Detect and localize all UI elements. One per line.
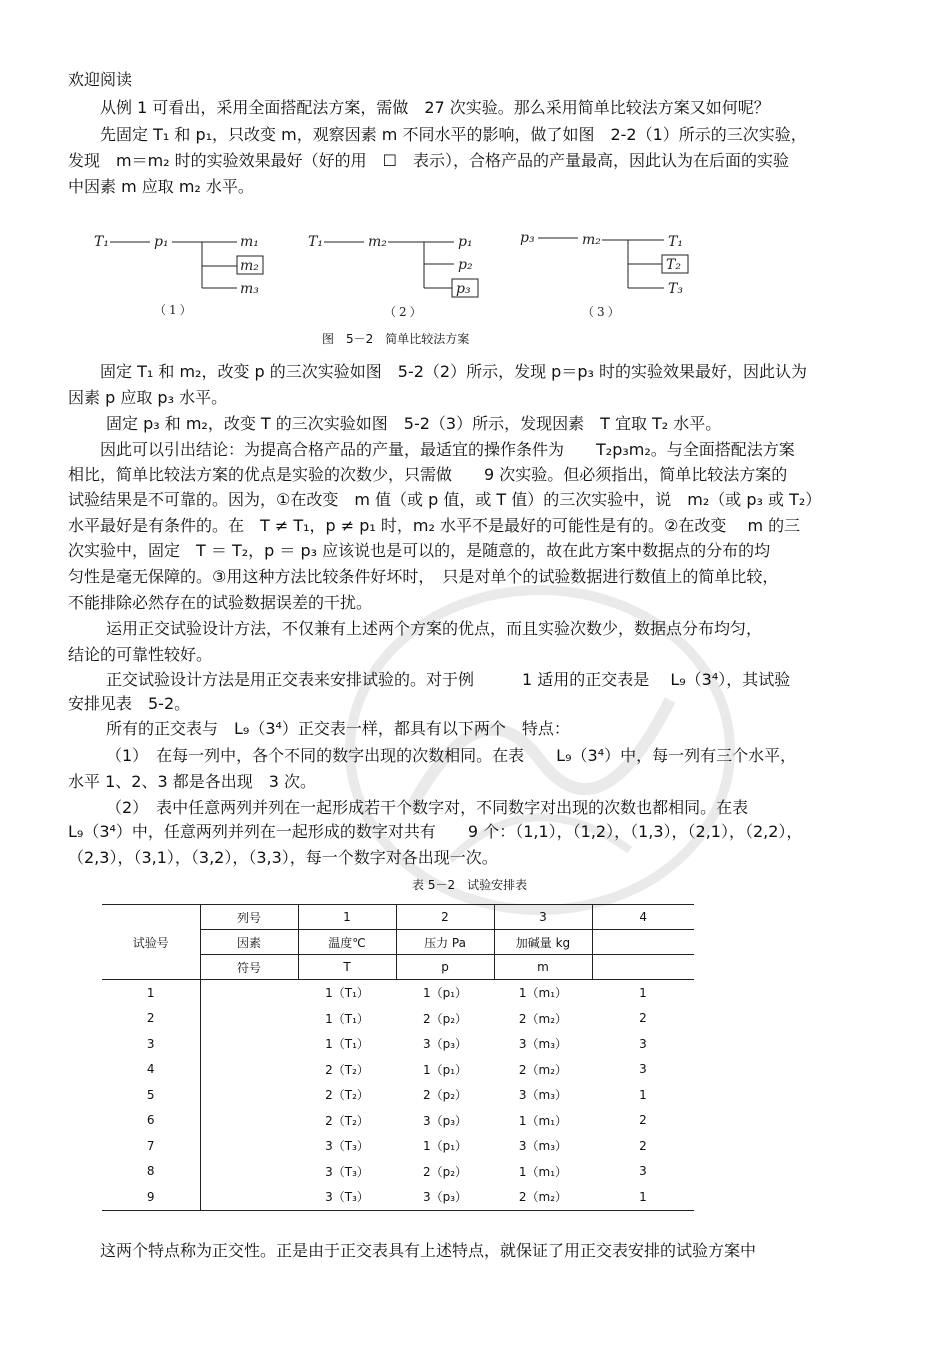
- diagram-3-branch-1: T₁: [668, 234, 683, 250]
- diagram-1-branch-3: m₃: [240, 281, 259, 297]
- cell-col-2: 2（p₂）: [422, 1164, 468, 1179]
- cell-col-1: 1（T₁）: [325, 986, 369, 1001]
- paragraph-5-line-e: 次实验中，固定 T ＝ T₂，p ＝ p₃ 应该说也是可以的，是随意的，故在此方案中数据点的分布的均: [68, 541, 771, 560]
- table-caption: 表 5－2 试验安排表: [412, 878, 528, 892]
- diagram-1-mid: p₁: [154, 234, 169, 250]
- cell-col-2: 3（p₃）: [422, 1037, 468, 1052]
- paragraph-7-line-a: 正交试验设计方法是用正交表来安排试验的。对于例 1 适用的正交表是 L₉（3⁴），其试验: [106, 670, 791, 689]
- paragraph-7-line-b: 安排见表 5-2。: [68, 694, 191, 713]
- header-welcome: 欢迎阅读: [68, 70, 133, 89]
- paragraph-2-line-c: 中因素 m 应取 m₂ 水平。: [68, 177, 254, 196]
- diagram-3-start: p₃: [520, 230, 535, 246]
- diagram-1-branch-2: m₂: [240, 258, 259, 274]
- paragraph-2-line-b: 发现 m＝m₂ 时的实验效果最好（好的用 ☐ 表示），合格产品的产量最高，因此认为在后面的实验: [68, 151, 790, 170]
- cell-blank: [200, 1133, 298, 1159]
- diagram-2-start: T₁: [308, 234, 323, 250]
- header-col-label: 列号: [200, 905, 298, 930]
- header-col-4: 4: [592, 905, 694, 930]
- paragraph-6-line-a: 运用正交试验设计方法，不仅兼有上述两个方案的优点，而且实验次数少，数据点分布均匀，: [106, 619, 763, 638]
- paragraph-11: 这两个特点称为正交性。正是由于正交表具有上述特点，就保证了用正交表安排的试验方案中: [100, 1241, 757, 1260]
- table-row: [102, 1159, 694, 1185]
- diagram-1-label: （1）: [154, 303, 195, 317]
- header-factor-1: 温度℃: [298, 930, 396, 955]
- cell-col-1: 3（T₃）: [298, 1184, 396, 1210]
- diagram-2-branch-3: p₃: [456, 281, 471, 297]
- diagram-2-label: （2）: [384, 305, 425, 319]
- cell-trial-no: 4: [146, 1062, 155, 1077]
- paragraph-9-line-b: 水平 1、2、3 都是各出现 3 次。: [68, 772, 316, 791]
- paragraph-10-line-a: （2） 表中任意两列并列在一起形成若干个数字对，不同数字对出现的次数也都相同。在表: [106, 798, 749, 817]
- cell-col-1: 2（T₂）: [325, 1113, 369, 1128]
- paragraph-5-line-f: 匀性是毫无保障的。③用这种方法比较条件好坏时， 只是对单个的试验数据进行数值上的简单比较，: [68, 567, 779, 586]
- header-factor-label: 因素: [200, 930, 298, 955]
- cell-blank: [200, 1082, 298, 1108]
- cell-col-3: 3（m₃）: [518, 1088, 568, 1103]
- cell-col-2: 1（p₁）: [422, 1139, 468, 1154]
- cell-col-3: 3（m₃）: [518, 1037, 568, 1052]
- paragraph-3-line-b: 因素 p 应取 p₃ 水平。: [68, 388, 228, 407]
- table-row: [102, 1108, 694, 1134]
- cell-col-3: 2（m₂）: [518, 1011, 568, 1026]
- header-col-2: 2: [396, 905, 494, 930]
- cell-col-3: 3（m₃）: [518, 1139, 568, 1154]
- diagram-1: [92, 226, 292, 326]
- cell-col-4: 1: [592, 1184, 694, 1210]
- cell-col-2: 2（p₂）: [422, 1011, 468, 1026]
- header-symbol-2: p: [396, 955, 494, 980]
- table-row: [102, 1031, 694, 1057]
- table-row: [102, 1184, 694, 1210]
- paragraph-4: 固定 p₃ 和 m₂，改变 T 的三次实验如图 5-2（3）所示，发现因素 T 宜取 T₂ 水平。: [106, 414, 722, 433]
- cell-col-2: 1（p₁）: [422, 986, 468, 1001]
- cell-blank: [200, 1108, 298, 1134]
- paragraph-5-line-a: 因此可以引出结论：为提高合格产品的产量，最适宜的操作条件为 T₂p₃m₂。与全面搭配法方案: [100, 440, 795, 459]
- paragraph-10-line-b: L₉（3⁴）中，任意两列并列在一起形成的数字对共有 9 个：（1,1），（1,2），（1,3），（2,1），（2,2），: [68, 822, 803, 841]
- header-factor-4: [592, 930, 694, 955]
- paragraph-2-line-a: 先固定 T₁ 和 p₁，只改变 m，观察因素 m 不同水平的影响，做了如图 2-2（1）所示的三次实验，: [100, 125, 807, 144]
- cell-blank: [200, 1057, 298, 1083]
- cell-col-1: 3（T₃）: [325, 1164, 369, 1179]
- cell-col-3: 1（m₁）: [518, 986, 568, 1001]
- header-col-3: 3: [494, 905, 592, 930]
- trial-arrangement-table: [102, 904, 694, 1211]
- cell-col-3: 1（m₁）: [518, 1113, 568, 1128]
- cell-col-1: 1（T₁）: [325, 1011, 369, 1026]
- header-symbol-4: [592, 955, 694, 980]
- cell-col-3: 2（m₂）: [494, 1184, 592, 1210]
- cell-trial-no: 3: [146, 1036, 155, 1051]
- header-trial-no: 试验号: [102, 905, 200, 980]
- diagram-3-branch-2: T₂: [666, 257, 681, 273]
- cell-col-3: 2（m₂）: [518, 1062, 568, 1077]
- diagram-1-start: T₁: [94, 234, 109, 250]
- cell-trial-no: 2: [146, 1011, 155, 1026]
- diagram-2-branch-1: p₁: [458, 234, 473, 250]
- cell-col-1: 2（T₂）: [325, 1088, 369, 1103]
- cell-blank: [200, 1159, 298, 1185]
- cell-col-4: 2: [639, 1011, 647, 1026]
- paragraph-10-line-c: （2,3），（3,1），（3,2），（3,3），每一个数字对各出现一次。: [68, 848, 498, 867]
- header-factor-3: 加碱量 kg: [494, 930, 592, 955]
- table-row: [102, 1006, 694, 1032]
- diagram-2-branch-2: p₂: [458, 257, 473, 273]
- cell-col-4: 3: [639, 1062, 647, 1077]
- paragraph-6-line-b: 结论的可靠性较好。: [68, 645, 213, 664]
- header-symbol-label: 符号: [200, 955, 298, 980]
- cell-blank: [200, 980, 298, 1006]
- cell-trial-no: 9: [102, 1184, 200, 1210]
- cell-blank: [200, 1184, 298, 1210]
- cell-col-4: 2: [639, 1138, 647, 1153]
- cell-col-2: 1（p₁）: [422, 1062, 468, 1077]
- diagram-2-mid: m₂: [368, 234, 387, 250]
- diagram-3: [518, 222, 718, 322]
- paragraph-5-line-c: 试验结果是不可靠的。因为，①在改变 m 值（或 p 值，或 T 值）的三次实验中，说 m₂（或 p₃ 或 T₂）: [68, 490, 822, 509]
- cell-trial-no: 6: [146, 1113, 155, 1128]
- cell-col-4: 1: [639, 985, 647, 1000]
- table-row: [102, 1057, 694, 1083]
- cell-col-4: 2: [639, 1113, 647, 1128]
- header-factor-2: 压力 Pa: [396, 930, 494, 955]
- cell-blank: [200, 1031, 298, 1057]
- cell-col-1: 3（T₃）: [325, 1139, 369, 1154]
- paragraph-3-line-a: 固定 T₁ 和 m₂，改变 p 的三次实验如图 5-2（2）所示，发现 p＝p₃ 时的实验效果最好，因此认为: [100, 362, 807, 381]
- cell-col-3: 1（m₁）: [518, 1164, 568, 1179]
- paragraph-9-line-a: （1） 在每一列中，各个不同的数字出现的次数相同。在表 L₉（3⁴）中，每一列有三个水平，: [106, 746, 797, 765]
- diagram-2: [306, 226, 506, 326]
- paragraph-5-line-d: 水平最好是有条件的。在 T ≠ T₁，p ≠ p₁ 时，m₂ 水平不是最好的可能性是有的。②在改变 m 的三: [68, 516, 801, 535]
- cell-col-4: 3: [639, 1036, 647, 1051]
- cell-trial-no: 7: [146, 1138, 155, 1153]
- cell-col-2: 2（p₂）: [422, 1088, 468, 1103]
- diagram-3-branch-3: T₃: [668, 281, 683, 297]
- header-col-1: 1: [298, 905, 396, 930]
- paragraph-5-line-b: 相比，简单比较法方案的优点是实验的次数少，只需做 9 次实验。但必须指出，简单比较法方案的: [68, 465, 788, 484]
- cell-col-2: 3（p₃）: [396, 1184, 494, 1210]
- cell-trial-no: 1: [146, 985, 155, 1000]
- diagram-3-mid: m₂: [582, 232, 601, 248]
- cell-blank: [200, 1006, 298, 1032]
- header-symbol-3: m: [494, 955, 592, 980]
- cell-col-1: 1（T₁）: [325, 1037, 369, 1052]
- table-row: [102, 980, 694, 1006]
- table-header-row-columns: [102, 905, 694, 930]
- paragraph-5-line-g: 不能排除必然存在的试验数据误差的干扰。: [68, 593, 373, 612]
- table-row: [102, 1082, 694, 1108]
- cell-col-4: 1: [639, 1087, 647, 1102]
- cell-col-2: 3（p₃）: [422, 1113, 468, 1128]
- cell-trial-no: 5: [146, 1087, 155, 1102]
- paragraph-1: 从例 1 可看出，采用全面搭配法方案，需做 27 次实验。那么采用简单比较法方案又如何呢？: [100, 98, 770, 117]
- diagram-3-label: （3）: [582, 305, 623, 319]
- cell-col-1: 2（T₂）: [325, 1062, 369, 1077]
- header-symbol-1: T: [298, 955, 396, 980]
- cell-col-4: 3: [639, 1164, 647, 1179]
- diagram-1-branch-1: m₁: [240, 234, 259, 250]
- cell-trial-no: 8: [146, 1164, 155, 1179]
- paragraph-8: 所有的正交表与 L₉（3⁴）正交表一样，都具有以下两个 特点：: [106, 719, 570, 738]
- figure-caption: 图 5－2 简单比较法方案: [322, 332, 470, 346]
- table-row: [102, 1133, 694, 1159]
